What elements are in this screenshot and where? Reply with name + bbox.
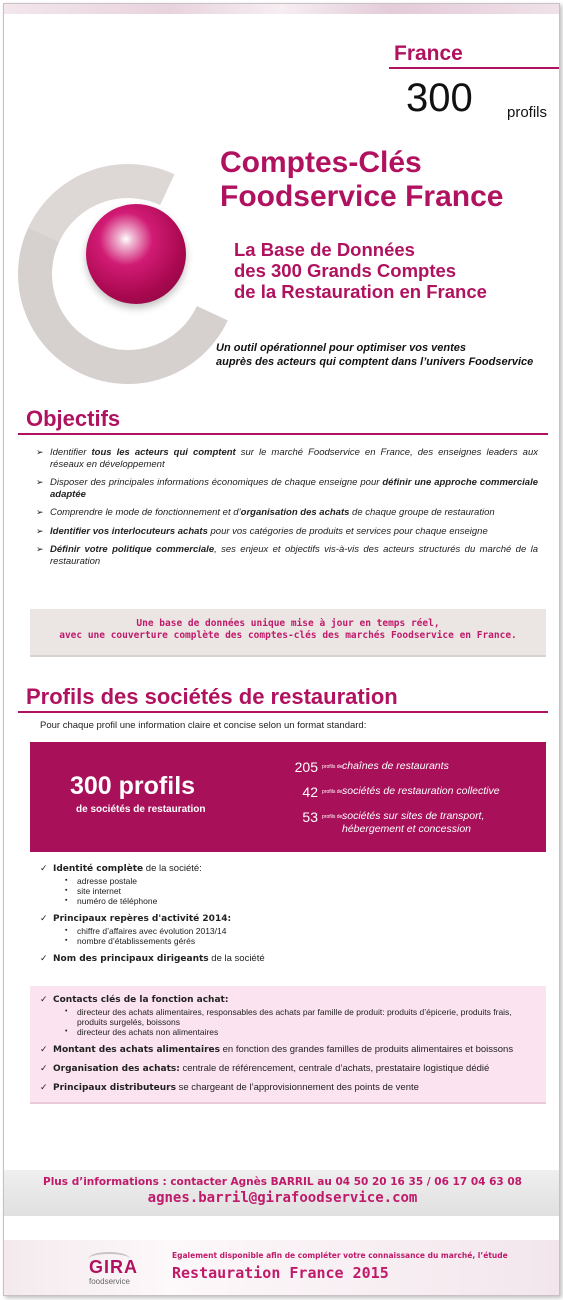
sub-item: • directeur des achats non alimentaires [65,1027,219,1037]
contact-email-link[interactable]: agnes.barril@girafoodservice.com [147,1190,418,1206]
eye-logo-ball [86,204,186,304]
banner-row-count: 53 [302,809,318,825]
check-icon: ✓ [40,863,48,873]
list-item: ➢ Identifier vos interlocuteurs achats pour vos catégories de produits et services pour chaque enseigne [36,525,488,537]
bullet-icon: ▪ [65,927,68,934]
sub-item: ▪ adresse postale [65,876,138,886]
subtitle-line-3: de la Restauration en France [234,281,487,302]
sub-item: • directeur des achats alimentaires, responsables des achats par famille de produit: produits d’épicerie, produits frais, produits surgelés, boissons [65,1007,512,1027]
arrow-icon: ➢ [36,544,44,554]
banner-row-label: sociétés de restauration collective [342,785,500,797]
profils-intro: Pour chaque profil une information claire et concise selon un format standard: [40,720,367,731]
list-item: ➢ Définir votre politique commerciale, ses enjeux et objectifs vis-à-vis des acteurs structurés du marché de la restauration [36,544,538,567]
bullet-icon: ▪ [65,937,68,944]
profils-divider [18,711,548,713]
check-icon: ✓ [40,913,48,923]
dot-icon: • [65,1028,68,1035]
objectifs-divider [18,433,548,435]
check-icon: ✓ [40,994,48,1004]
banner-row-count: 42 [302,784,318,800]
check-icon: ✓ [40,953,48,963]
arrow-icon: ➢ [36,507,44,517]
list-item: ✓ Contacts clés de la fonction achat: • directeur des achats alimentaires, responsables des achats par famille de produit: produits d’épicerie, produits frais, produits surgelés, boissons • directeur des achats non alimentaires [40,994,540,1037]
page-title [220,146,503,214]
profils-heading: Profils des sociétés de restauration [26,684,398,709]
list-item: ✓ Montant des achats alimentaires en fonction des grandes familles de produits alimentaires et boissons [40,1044,514,1055]
title-line-2: Foodservice France [220,180,504,213]
tagline-line-1: Un outil opérationnel pour optimiser vos ventes [216,342,466,354]
brochure-page [3,3,560,1296]
country-label: France [394,42,463,65]
unique-database-callout [30,609,546,657]
bullet-icon: ▪ [65,887,68,894]
list-item: ➢ Disposer des principales informations économiques de chaque enseigne pour définir une approche commerciale adaptée [36,477,539,500]
banner-row-unit: profils de [322,764,343,770]
sub-item: ▪ site internet [65,886,121,896]
profile-count: 300 [406,76,473,120]
country-underline [389,67,560,69]
list-item: ➢ Identifier tous les acteurs qui comptent sur le marché Foodservice en France, des enseignes leaders aux réseaux en développement [36,447,538,470]
banner-row-count: 205 [294,759,318,775]
title-line-1: Comptes-Clés [220,146,422,179]
tagline-line-2: auprès des acteurs qui comptent dans l’univers Foodservice [216,356,534,368]
check-icon: ✓ [40,1044,48,1054]
footer-study-title: Restauration France 2015 [172,1264,389,1282]
banner-total: 300 profils [70,772,196,800]
list-item: ✓ Organisation des achats: centrale de référencement, centrale d’achats, prestataire logistique dédié [40,1063,490,1074]
gira-logo: GIRA [89,1257,138,1277]
banner-caption: de sociétés de restauration [76,804,206,815]
dot-icon: • [65,1008,68,1015]
sub-item: ▪ numéro de téléphone [65,896,158,906]
list-item: ✓ Principaux repères d'activité 2014: ▪ chiffre d’affaires avec évolution 2013/14 ▪ nombre d’établissements gérés [40,913,540,946]
check-icon: ✓ [40,1082,48,1092]
objectifs-heading: Objectifs [26,406,121,431]
top-decorative-strip [4,4,559,14]
gira-logo-sub: foodservice [89,1277,130,1286]
bullet-icon: ▪ [65,897,68,904]
purchasing-list [40,994,540,1101]
banner-row-label: sociétés sur sites de transport, hébergement et concession [342,810,485,835]
footer-note: Egalement disponible afin de compléter votre connaissance du marché, l’étude [172,1251,508,1260]
subtitle-line-1: La Base de Données [234,239,415,260]
profile-count-unit: profils [507,104,548,121]
callout-line-1: Une base de données unique mise à jour en temps réel, [136,618,440,629]
objectifs-list [36,447,538,574]
sub-item: ▪ nombre d’établissements gérés [65,936,196,946]
bullet-icon: ▪ [65,877,68,884]
arrow-icon: ➢ [36,477,44,487]
tagline [216,341,533,369]
contact-line: Plus d’informations : contacter Agnès BARRIL au 04 50 20 16 35 / 06 17 04 63 08 [43,1176,522,1188]
banner-row-unit: profils de [322,814,343,820]
callout-line-2: avec une couverture complète des comptes-clés des marchés Foodservice en France. [59,630,517,641]
check-icon: ✓ [40,1063,48,1073]
subtitle-line-2: des 300 Grands Comptes [234,260,457,281]
list-item: ✓ Identité complète de la société: ▪ adresse postale ▪ site internet ▪ numéro de téléphone [40,863,540,906]
profile-contents-list [40,863,540,972]
list-item: ✓ Principaux distributeurs se chargeant de l’approvisionnement des points de vente [40,1082,419,1093]
banner-row-unit: profils de [322,789,343,795]
sub-item: ▪ chiffre d’affaires avec évolution 2013/14 [65,926,227,936]
list-item: ✓ Nom des principaux dirigeants de la société [40,953,265,964]
arrow-icon: ➢ [36,525,44,536]
page-subtitle [234,239,487,302]
banner-row-label: chaînes de restaurants [342,760,449,772]
list-item: ➢ Comprendre le mode de fonctionnement et d’organisation des achats de chaque groupe de restauration [36,507,495,518]
arrow-icon: ➢ [36,447,44,457]
